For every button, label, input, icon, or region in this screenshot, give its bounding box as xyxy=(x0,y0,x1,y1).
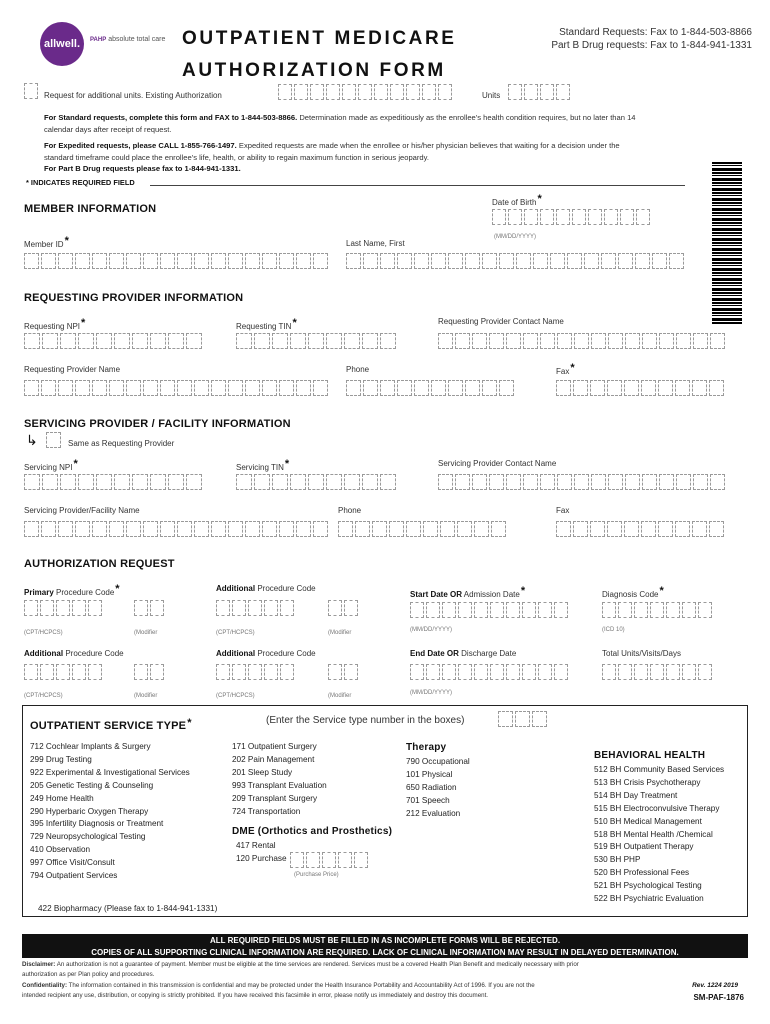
requesting-npi-field[interactable] xyxy=(24,333,202,349)
additional-procedure-code-label-1: Additional Procedure Code xyxy=(216,584,316,593)
total-units-field[interactable] xyxy=(602,664,712,680)
additional-modifier-hint-3: (Modifier xyxy=(328,693,352,699)
behavioral-health-heading: BEHAVIORAL HEALTH xyxy=(594,750,706,761)
revision-label: Rev. 1224 2019 xyxy=(692,982,738,989)
additional-modifier-field-3[interactable] xyxy=(328,664,358,680)
primary-cpt-hint: (CPT/HCPCS) xyxy=(24,630,63,636)
diagnosis-code-field[interactable] xyxy=(602,602,712,618)
servicing-contact-field[interactable] xyxy=(438,474,725,490)
biopharmacy-item: 422 Biopharmacy (Please fax to 1-844-941-1331) xyxy=(38,904,218,913)
authorization-request-heading: AUTHORIZATION REQUEST xyxy=(24,558,175,570)
purchase-price-field[interactable] xyxy=(290,852,368,868)
requesting-provider-name-field[interactable] xyxy=(24,380,328,396)
additional-cpt-hint-2: (CPT/HCPCS) xyxy=(24,693,63,699)
servicing-npi-field[interactable] xyxy=(24,474,202,490)
member-id-label: Member ID* xyxy=(24,235,69,249)
primary-procedure-code-label: Primary Procedure Code* xyxy=(24,583,120,597)
servicing-npi-label: Servicing NPI* xyxy=(24,458,78,472)
arrow-icon: ↳ xyxy=(26,432,38,448)
service-list-col1: 712 Cochlear Implants & Surgery 299 Drug Testing 922 Experimental & Investigational Services 205 Genetic Testing & Counseling 249 Home Health 290 Hyperbaric Oxygen Therapy 395 Infertility Diagnosis or Treatment 729 Neuropsychological Testing 410 Observation 997 Office Visit/Consult 794 Outpatient Services xyxy=(30,742,190,881)
required-field-note: * INDICATES REQUIRED FIELD xyxy=(26,178,135,187)
additional-modifier-field-1[interactable] xyxy=(328,600,358,616)
same-as-requesting-checkbox[interactable] xyxy=(46,432,61,448)
therapy-list: 790 Occupational 101 Physical 650 Radiation 701 Speech 212 Evaluation xyxy=(406,757,470,818)
servicing-phone-field[interactable] xyxy=(338,521,506,537)
same-as-requesting-label: Same as Requesting Provider xyxy=(68,439,175,448)
additional-modifier-hint-2: (Modifier xyxy=(134,693,158,699)
therapy-heading: Therapy xyxy=(406,742,447,753)
servicing-provider-heading: SERVICING PROVIDER / FACILITY INFORMATION xyxy=(24,418,291,430)
servicing-fax-label: Fax xyxy=(556,506,570,515)
requesting-fax-field[interactable] xyxy=(556,380,724,396)
primary-modifier-hint: (Modifier xyxy=(134,630,158,636)
servicing-contact-label: Servicing Provider Contact Name xyxy=(438,459,557,468)
additional-procedure-code-label-3: Additional Procedure Code xyxy=(216,649,316,658)
additional-cpt-field-2[interactable] xyxy=(24,664,102,680)
total-units-label: Total Units/Visits/Days xyxy=(602,649,681,658)
requesting-phone-field[interactable] xyxy=(346,380,514,396)
servicing-tin-field[interactable] xyxy=(236,474,396,490)
service-type-field[interactable] xyxy=(498,711,547,727)
requesting-phone-label: Phone xyxy=(346,365,370,374)
requesting-contact-label: Requesting Provider Contact Name xyxy=(438,317,564,326)
additional-units-checkbox[interactable] xyxy=(24,83,38,99)
member-information-heading: MEMBER INFORMATION xyxy=(24,203,157,215)
fax-info: Standard Requests: Fax to 1-844-503-8866 Part B Drug requests: Fax to 1-844-941-1331 xyxy=(551,27,752,51)
additional-cpt-hint-3: (CPT/HCPCS) xyxy=(216,693,255,699)
primary-cpt-field[interactable] xyxy=(24,600,102,616)
allwell-logo: allwell. xyxy=(40,22,84,66)
partner-logo: PAHP absolute total care xyxy=(90,36,166,43)
requesting-npi-label: Requesting NPI* xyxy=(24,317,86,331)
existing-authorization-field[interactable] xyxy=(278,84,452,100)
instructions: For Standard requests, complete this form and FAX to 1-844-503-8866. Determination made as expeditiously as the enrollee's health condition requires, but no later than 14 calendar days after receipt of request. For Expedited requests, please CALL 1-855-766-1497. Expedited requests are made when the enrollee or his/her physician believes that waiting for a decision under the standard timeframe could place the enrollee's life, health, or ability to regain maximum function in serious jeopardy. For Part B Drug requests please fax to 1-844-941-1331. xyxy=(44,113,636,173)
divider xyxy=(150,185,685,186)
additional-cpt-hint-1: (CPT/HCPCS) xyxy=(216,630,255,636)
requesting-tin-field[interactable] xyxy=(236,333,396,349)
member-name-field[interactable] xyxy=(346,253,684,269)
servicing-phone-label: Phone xyxy=(338,506,362,515)
additional-units-label: Request for additional units. Existing Authorization xyxy=(44,91,222,100)
servicing-tin-label: Servicing TIN* xyxy=(236,458,290,472)
servicing-fax-field[interactable] xyxy=(556,521,724,537)
dob-format-hint: (MM/DD/YYYY) xyxy=(494,234,536,240)
member-id-field[interactable] xyxy=(24,253,328,269)
primary-modifier-field[interactable] xyxy=(134,600,164,616)
purchase-price-hint: (Purchase Price) xyxy=(294,872,339,878)
service-type-prompt: (Enter the Service type number in the boxes) xyxy=(266,715,465,726)
additional-cpt-field-1[interactable] xyxy=(216,600,294,616)
form-id: SM-PAF-1876 xyxy=(693,993,744,1002)
additional-cpt-field-3[interactable] xyxy=(216,664,294,680)
behavioral-health-list: 512 BH Community Based Services 513 BH Crisis Psychotherapy 514 BH Day Treatment 515 BH Electroconvulsive Therapy 510 BH Medical Management 518 BH Mental Health /Chemical 519 BH Outpatient Therapy 530 BH PHP 520 BH Professional Fees 521 BH Psychological Testing 522 BH Psychiatric Evaluation xyxy=(594,765,725,904)
additional-modifier-hint-1: (Modifier xyxy=(328,630,352,636)
end-date-label: End Date OR Discharge Date xyxy=(410,649,517,658)
diagnosis-code-label: Diagnosis Code* xyxy=(602,585,664,599)
end-date-field[interactable] xyxy=(410,664,568,680)
start-date-field[interactable] xyxy=(410,602,568,618)
units-label: Units xyxy=(482,91,501,100)
dob-field[interactable] xyxy=(492,209,650,225)
units-field[interactable] xyxy=(508,84,570,100)
additional-procedure-code-label-2: Additional Procedure Code xyxy=(24,649,124,658)
additional-modifier-field-2[interactable] xyxy=(134,664,164,680)
service-type-heading: OUTPATIENT SERVICE TYPE* xyxy=(30,717,192,732)
requesting-fax-label: Fax* xyxy=(556,362,575,376)
service-list-col2: 171 Outpatient Surgery 202 Pain Management 201 Sleep Study 993 Transplant Evaluation 209 Transplant Surgery 724 Transportation xyxy=(232,742,327,816)
dme-list: 417 Rental 120 Purchase xyxy=(236,841,287,863)
requesting-contact-field[interactable] xyxy=(438,333,725,349)
barcode xyxy=(712,162,742,324)
end-date-hint: (MM/DD/YYYY) xyxy=(410,690,452,696)
member-name-label: Last Name, First xyxy=(346,239,405,248)
confidentiality: Confidentiality: The information contained in this transmission is confidential and may be protected under the Health Insurance Portability and Accountability Act of 1996. If you are not the intended recipient any use, distribution, or copying is strictly prohibited. If you have received this facsimile in error, please notify us immediately and destroy this document. xyxy=(22,982,535,999)
form-title: OUTPATIENT MEDICARE AUTHORIZATION FORM xyxy=(182,28,457,81)
requesting-tin-label: Requesting TIN* xyxy=(236,317,297,331)
start-date-hint: (MM/DD/YYYY) xyxy=(410,627,452,633)
start-date-label: Start Date OR Admission Date* xyxy=(410,585,526,599)
servicing-provider-name-label: Servicing Provider/Facility Name xyxy=(24,506,140,515)
dme-heading: DME (Orthotics and Prosthetics) xyxy=(232,826,393,837)
diagnosis-code-hint: (ICD 10) xyxy=(602,627,625,633)
servicing-provider-name-field[interactable] xyxy=(24,521,328,537)
requesting-provider-heading: REQUESTING PROVIDER INFORMATION xyxy=(24,292,244,304)
requesting-provider-name-label: Requesting Provider Name xyxy=(24,365,121,374)
warning-bar: ALL REQUIRED FIELDS MUST BE FILLED IN AS INCOMPLETE FORMS WILL BE REJECTED. COPIES OF ALL SUPPORTING CLINICAL INFORMATION ARE REQUIRED. LACK OF CLINICAL INFORMATION MAY RESULT IN DELAYED DETERMINATION. xyxy=(22,934,748,958)
disclaimer: Disclaimer: An authorization is not a guarantee of payment. Member must be eligible at the time services are rendered. Services must be a covered Health Plan Benefit and medically necessary with prior authorization as per Plan policy and procedures. xyxy=(22,961,579,978)
dob-label: Date of Birth* xyxy=(492,193,542,207)
